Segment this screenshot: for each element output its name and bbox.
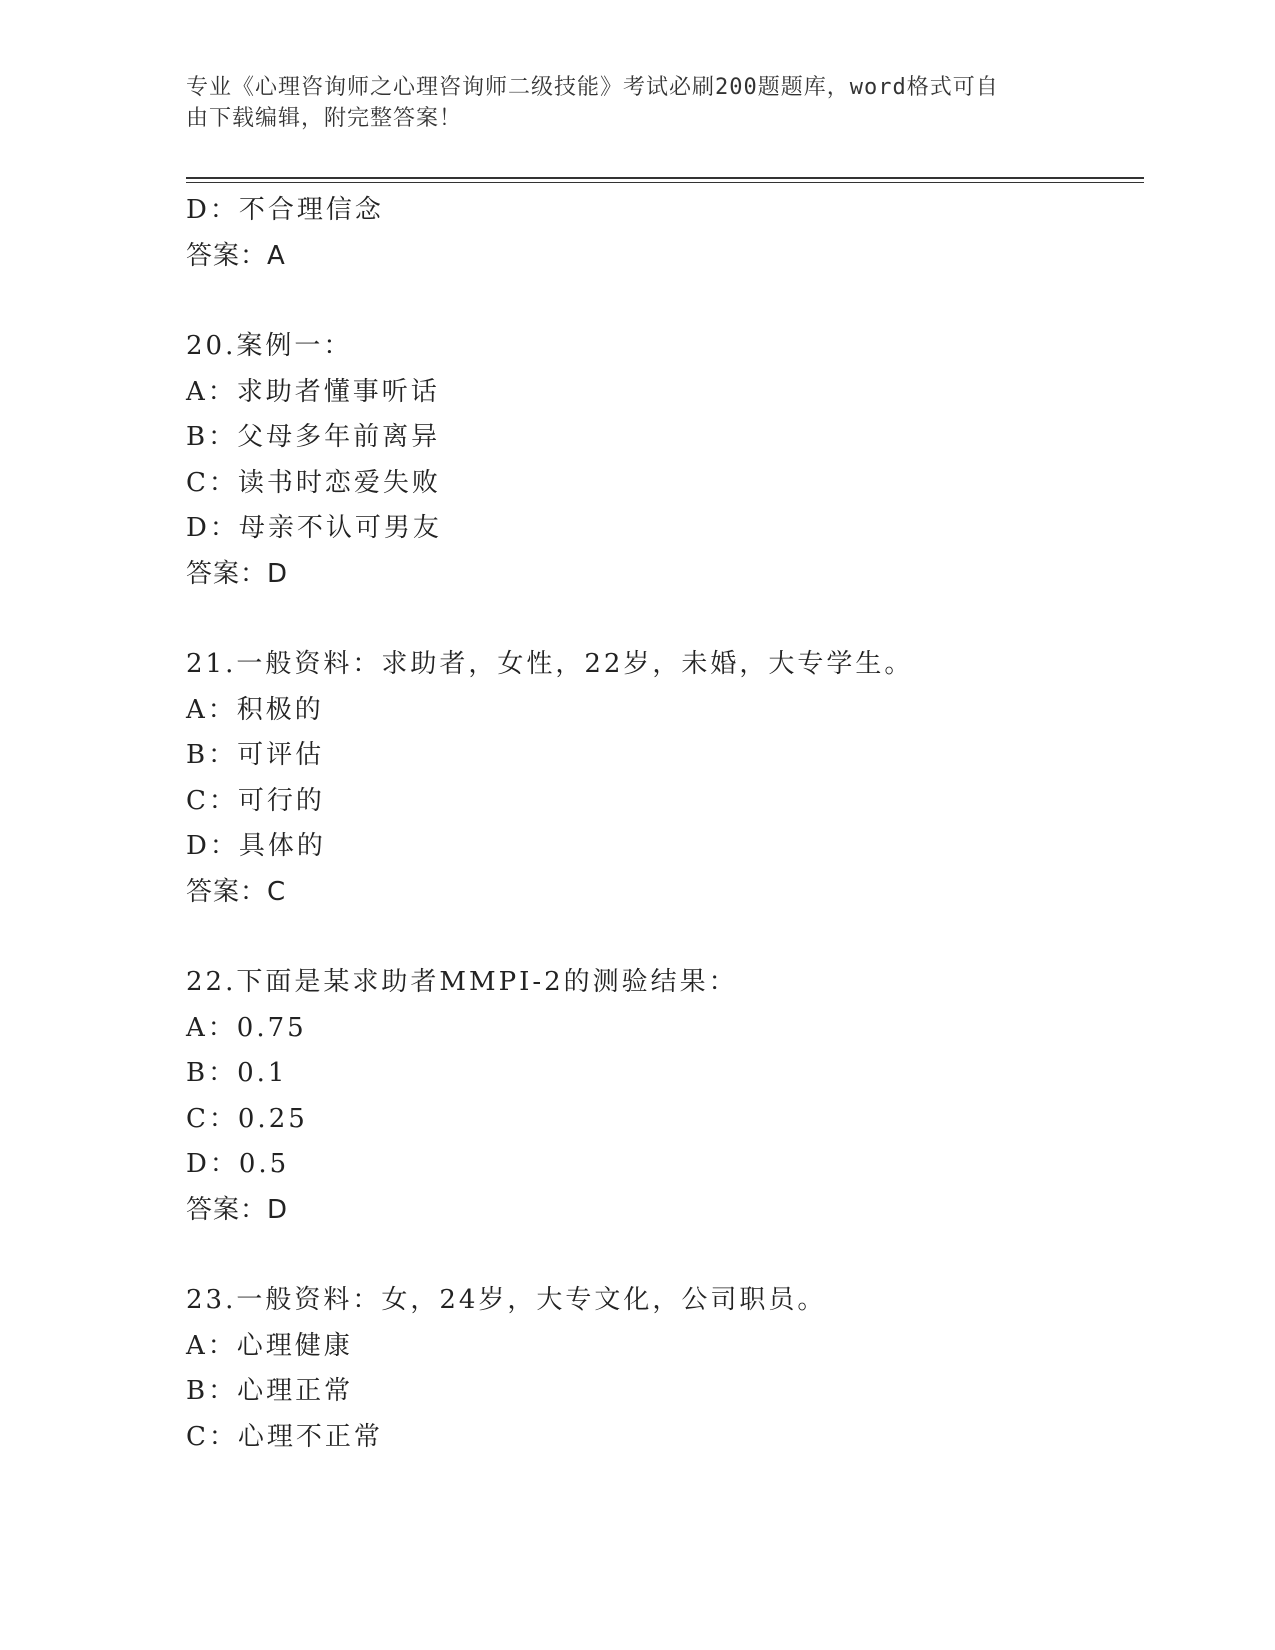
option-b: B：父母多年前离异	[186, 422, 441, 452]
question-23	[186, 1278, 1136, 1460]
question-21	[186, 642, 1136, 915]
header-line-2: 由下载编辑，附完整答案！	[186, 106, 463, 131]
question-20	[186, 324, 1136, 597]
question-22	[186, 960, 1136, 1233]
option-c: C：心理不正常	[186, 1421, 383, 1452]
question-stem: 23.一般资料：女，24岁，大专文化，公司职员。	[186, 1285, 827, 1315]
option-b: B：0.1	[186, 1058, 288, 1088]
option-a: A：心理健康	[186, 1330, 353, 1361]
question-list	[186, 188, 1136, 1460]
answer-label: 答案：C	[186, 876, 287, 907]
option-d: D：具体的	[186, 831, 326, 861]
question-stem: 20.案例一：	[186, 331, 353, 361]
option-b: B：心理正常	[186, 1376, 354, 1406]
option-d: D：0.5	[186, 1149, 290, 1179]
document-header	[186, 72, 1066, 134]
option-a: A：积极的	[186, 694, 324, 725]
option-c: C：0.25	[186, 1103, 308, 1134]
option-b: B：可评估	[186, 740, 325, 770]
question-stem: 21.一般资料：求助者，女性，22岁，未婚，大专学生。	[186, 649, 914, 679]
header-divider	[186, 177, 1144, 183]
question-stem: 22.下面是某求助者MMPI-2的测验结果：	[186, 967, 738, 997]
option-a: A：求助者懂事听话	[186, 376, 440, 407]
answer-label: 答案：A	[186, 240, 286, 271]
option-a: A：0.75	[186, 1012, 307, 1043]
option-d: D：不合理信念	[186, 195, 384, 225]
answer-label: 答案：D	[186, 1194, 289, 1225]
answer-label: 答案：D	[186, 558, 289, 589]
option-d: D：母亲不认可男友	[186, 513, 442, 543]
option-c: C：可行的	[186, 785, 325, 816]
question-19-tail	[186, 188, 1136, 279]
option-c: C：读书时恋爱失败	[186, 467, 441, 498]
header-line-1: 专业《心理咨询师之心理咨询师二级技能》考试必刷200题题库，word格式可自	[186, 75, 999, 100]
